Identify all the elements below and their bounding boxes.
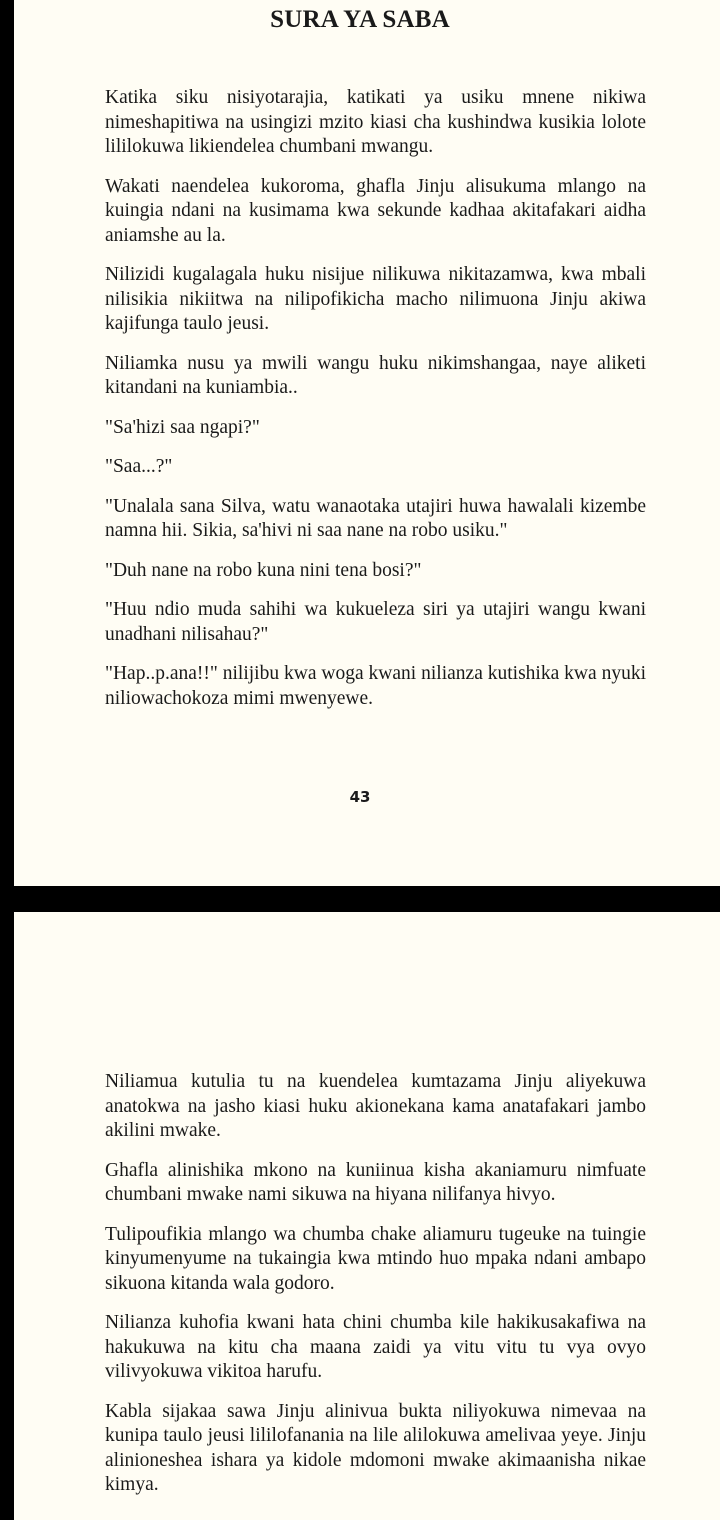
dialogue-line: "Unalala sana Silva, watu wanaotaka utajiri huwa hawalali kizembe namna hii. Sikia, sa'hivi ni saa nane na robo usiku." <box>105 495 646 541</box>
paragraph: Tulipoufikia mlango wa chumba chake aliamuru tugeuke na tuingie kinyumenyume na tukaingia kwa mtindo huo mpaka ndani ambapo sikuona kitanda wala godoro. <box>105 1223 646 1294</box>
paragraph: Katika siku nisiyotarajia, katikati ya usiku mnene nikiwa nimeshapitiwa na usingizi mzito kiasi cha kushindwa kusikia lolote lililokuwa likiendelea chumbani mwangu. <box>105 87 646 157</box>
paragraph: Ghafla alinishika mkono na kuniinua kisha akaniamuru nimfuate chumbani mwake nami sikuwa na hiyana nilifanya hivyo. <box>105 1159 646 1205</box>
dialogue-line: "Saa...?" <box>105 456 173 477</box>
chapter-title: SURA YA SABA <box>270 6 450 33</box>
book-page-44 <box>14 912 720 1520</box>
paragraph: Niliamua kutulia tu na kuendelea kumtazama Jinju aliyekuwa anatokwa na jasho kiasi huku akionekana kama anatafakari jambo akilini mwake. <box>105 1071 646 1141</box>
paragraph: Wakati naendelea kukoroma, ghafla Jinju alisukuma mlango na kuingia ndani na kusimama kwa sekunde kadhaa akitafakari aidha aniamshe au la. <box>105 175 646 246</box>
page-body <box>105 86 646 726</box>
dialogue-line: "Duh nane na robo kuna nini tena bosi?" <box>105 559 422 581</box>
paragraph: Nilizidi kugalagala huku nisijue nilikuwa nikitazamwa, kwa mbali nilisikia nikiitwa na nilipofikicha macho nilimuona Jinju akiwa kajifunga taulo jeusi. <box>105 264 646 334</box>
paragraph: Kabla sijakaa sawa Jinju alinivua bukta niliyokuwa nimevaa na kunipa taulo jeusi lililofanania na lile alilokuwa amelivaa yeye. Jinju alinioneshea ishara ya kidole mdomoni mwake akimaanisha nikae kimya. <box>105 1400 646 1495</box>
dialogue-line: "Sa'hizi saa ngapi?" <box>105 416 260 438</box>
page-body <box>105 1070 646 1513</box>
dialogue-line: "Hap..p.ana!!" nilijibu kwa woga kwani nilianza kutishika kwa nyuki niliowachokoza mimi mwenyewe. <box>105 663 646 709</box>
dialogue-line: "Huu ndio muda sahihi wa kukueleza siri ya utajiri wangu kwani unadhani nilisahau?" <box>105 599 646 645</box>
page-number: 43 <box>349 788 371 806</box>
paragraph: Niliamka nusu ya mwili wangu huku nikimshangaa, naye aliketi kitandani na kuniambia.. <box>105 352 646 398</box>
book-page-43 <box>14 0 720 886</box>
paragraph: Nilianza kuhofia kwani hata chini chumba kile hakikusakafiwa na hakukuwa na kitu cha maana zaidi ya vitu vitu tu vya ovyo vilivyokuwa vikitoa harufu. <box>105 1312 646 1382</box>
